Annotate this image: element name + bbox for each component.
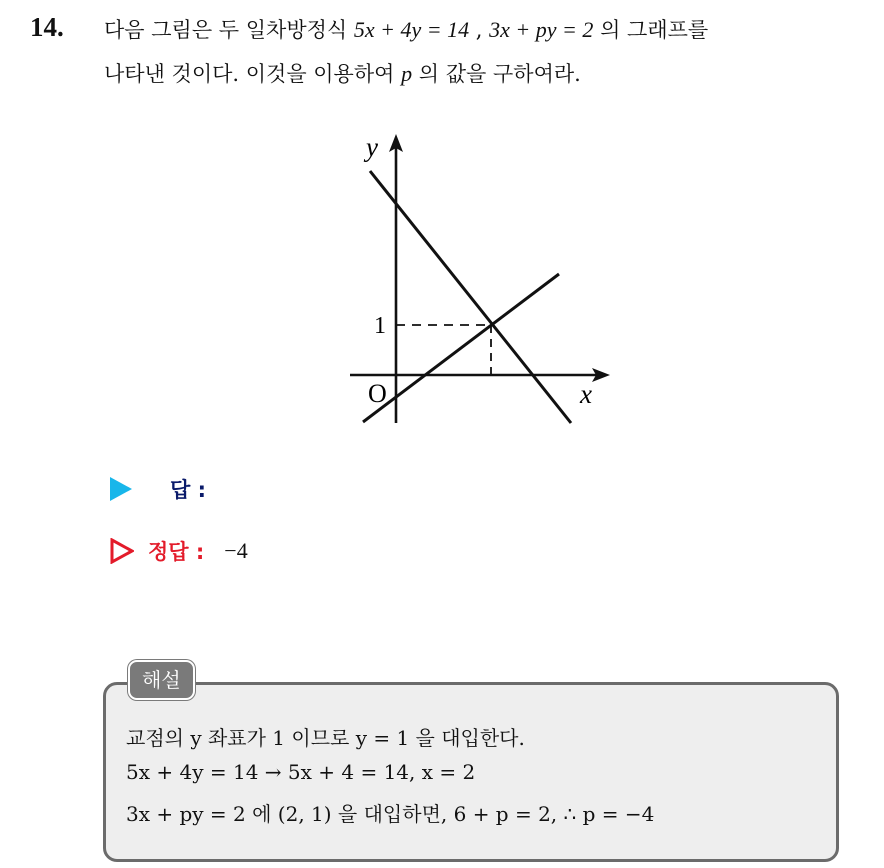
equation-1: 5x + 4y = 14 — [353, 17, 470, 42]
line-eq2 — [363, 274, 559, 422]
answer-row — [110, 474, 206, 504]
question-number: 14. — [30, 12, 64, 42]
question-line-1 — [104, 14, 708, 44]
correct-answer-row — [110, 536, 248, 566]
question-text-2-tail: 의 값을 구하여라. — [418, 62, 581, 86]
answer-label: 답 : — [170, 478, 206, 502]
origin-label: O — [368, 379, 387, 408]
question-text: 다음 그림은 두 일차방정식 — [104, 18, 348, 42]
explanation-line-2: 5x + 4y = 14 → 5x + 4 = 14, x = 2 — [126, 760, 476, 784]
y-axis-label: y — [366, 132, 378, 162]
x-axis-label: x — [580, 379, 592, 409]
correct-answer-label: 정답 : — [148, 540, 205, 564]
play-triangle-icon — [110, 477, 132, 501]
question-line-2 — [104, 58, 581, 88]
line-eq1 — [370, 171, 571, 423]
explanation-line-3: 3x + py = 2 에 (2, 1) 을 대입하면, 6 + p = 2, ∴ p = −4 — [126, 802, 655, 826]
question-text-2: 나타낸 것이다. 이것을 이용하여 — [104, 62, 395, 86]
question-text-tail: 의 그래프를 — [600, 18, 709, 42]
equation-2: 3x + py = 2 — [489, 17, 594, 42]
tick-label-1: 1 — [374, 313, 386, 339]
comma: , — [475, 18, 483, 42]
graph-figure — [340, 128, 620, 433]
correct-answer-value: −4 — [224, 538, 248, 563]
variable-p: p — [401, 61, 413, 86]
outline-triangle-icon — [110, 538, 134, 564]
explanation-line-1: 교점의 y 좌표가 1 이므로 y = 1 을 대입한다. — [126, 726, 525, 750]
explanation-tab: 해설 — [128, 660, 195, 700]
